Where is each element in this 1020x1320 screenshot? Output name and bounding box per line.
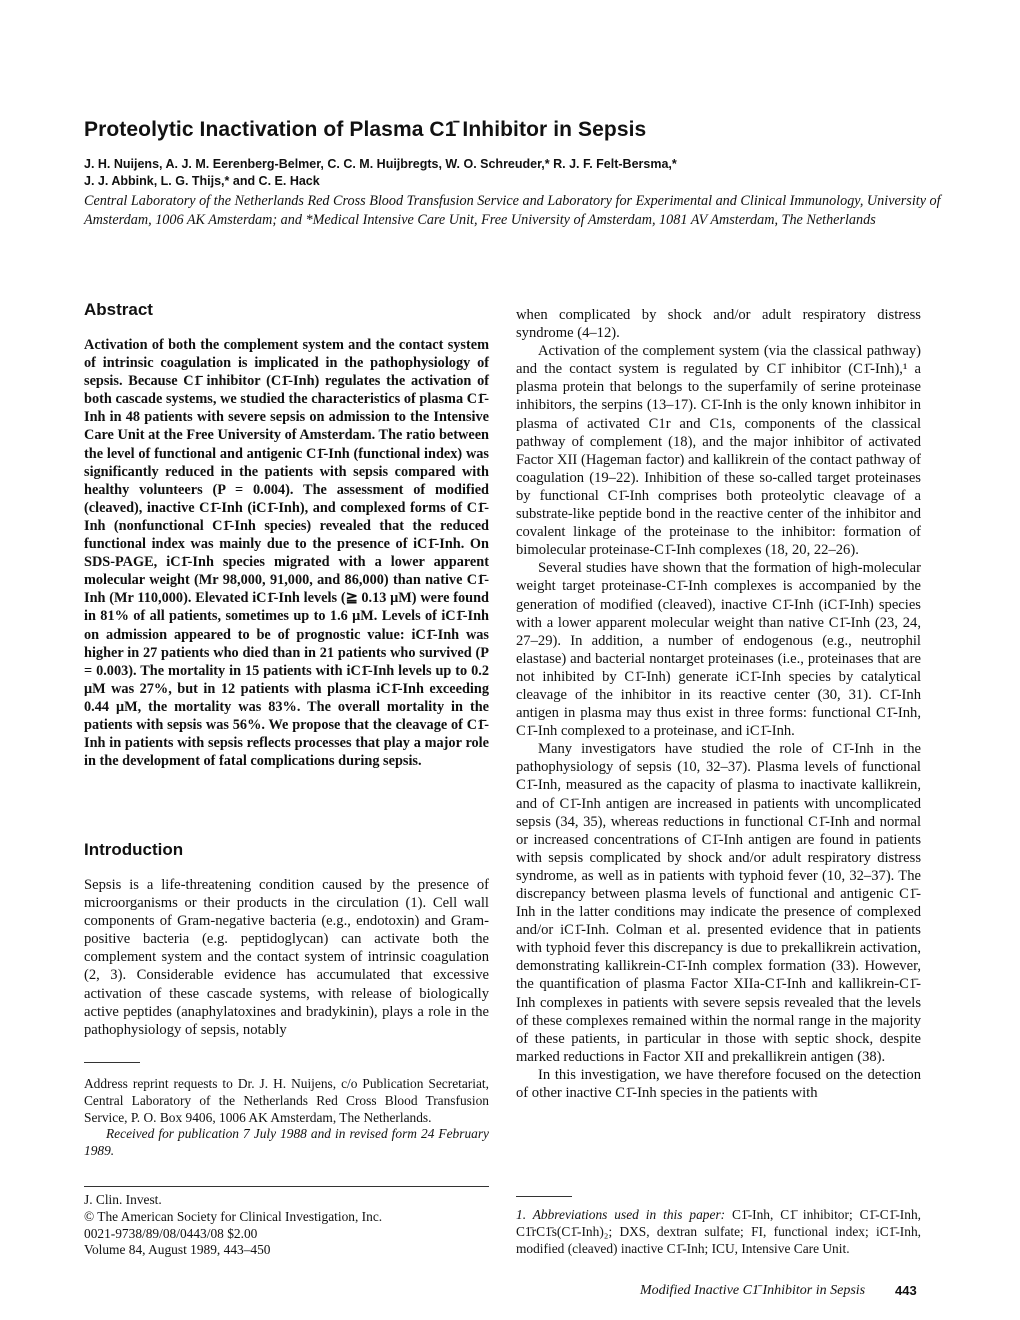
abstract-paragraph: Activation of both the complement system and the contact system of intrinsic coagulation is implicated in the pathophysiology of sepsis. Because C1̄ inhibitor (C1̄-Inh) regulates the activation of both cascade systems, we studied the characteristics of plasma C1̄-Inh in 48 patients with severe sepsis on admission to the Intensive Care Unit at the Free University of Amsterdam. The ratio between the level of functional and antigenic C1̄-Inh (functional index) was significantly reduced in the patients with sepsis compared with healthy volunteers (P = 0.004). The assessment of modified (cleaved), inactive C1̄-Inh (iC1̄-Inh), and complexed forms of C1̄-Inh (nonfunctional C1̄-Inh species) revealed that the reduced functional index was mainly due to the presence of iC1̄-Inh. On SDS-PAGE, iC1̄-Inh species migrated with a lower apparent molecular weight (Mr 98,000, 91,000, and 86,000) than native C1̄-Inh (Mr 110,000). Elevated iC1̄-Inh levels (≧ 0.13 μM) were found in 81% of all patients, sometimes up to 1.6 μM. Levels of iC1̄-Inh on admission appeared to be of prognostic value: iC1̄-Inh was higher in 27 patients who died than in 21 patients who survived (P = 0.003). The mortality in 15 patients with iC1̄-Inh levels up to 0.2 μM was 27%, but in 12 patients with plasma iC1̄-Inh exceeding 0.44 μM, the mortality was 83%. The overall mortality in the patients with sepsis was 56%. We propose that the cleavage of C1̄-Inh in patients with sepsis reflects processes that play a major role in the development of fatal complications during sepsis. bbox=[84, 337, 489, 770]
address-note: Address reprint requests to Dr. J. H. Nuijens, c/o Publication Secretariat, Central Laboratory of the Netherlands Red Cross Blood Transfusion Service, P. O. Box 9406, 1006 AK Amsterdam, The Netherlands. bbox=[84, 1076, 489, 1125]
footnote-divider bbox=[84, 1062, 140, 1063]
footnote-1 bbox=[516, 1207, 921, 1257]
journal-line-1: J. Clin. Invest. bbox=[84, 1192, 162, 1207]
footnote-1-lead: 1. Abbreviations used in this paper: bbox=[516, 1207, 726, 1222]
journal-info bbox=[84, 1192, 489, 1259]
introduction-paragraph: Sepsis is a life-threatening condition caused by the presence of microorganisms or their products in the circulation (1). Cell wall components of Gram-negative bacteria (e.g., endotoxin) and Gram-positive bacteria (e.g. peptidoglycan) can activate both the complement system and the contact system of intrinsic coagulation (2, 3). Considerable evidence has accumulated that excessive activation of these cascade systems, with release of biologically active peptides (anaphylatoxines and bradykinin), plays a role in the pathophysiology of sepsis, notably bbox=[84, 877, 489, 1038]
page-number: 443 bbox=[895, 1283, 917, 1298]
journal-info-rule bbox=[84, 1186, 489, 1187]
authors-line-2: J. J. Abbink, L. G. Thijs,* and C. E. Hack bbox=[84, 174, 320, 188]
journal-line-3: 0021-9738/89/08/0443/08 $2.00 bbox=[84, 1225, 258, 1241]
footnote-1-divider bbox=[516, 1196, 572, 1197]
authors-line-1: J. H. Nuijens, A. J. M. Eerenberg-Belmer, C. C. M. Huijbregts, W. O. Schreuder,* R. J. F. Felt-Bersma,* bbox=[84, 157, 677, 171]
running-head: Modified Inactive C1̄ Inhibitor in Sepsis bbox=[640, 1283, 866, 1298]
paragraph-2: Activation of the complement system (via the classical pathway) and the contact system is regulated by C1̄ inhibitor (C1̄-Inh),¹ a plasma protein that belongs to the superfamily of serine proteinase inhibitors, the serpins (13–17). C1̄-Inh is the only known inhibitor in plasma of activated C1r and C1s, components of the classical pathway of complement (18), and the major inhibitor of activated Factor XII (Hageman factor) and kallikrein of the contact pathway of coagulation (19–22). Inhibition of these so-called target proteinases by functional C1̄-Inh comprises both proteolytic cleavage of a substrate-like peptide bond in the reactive center of the inhibitor and covalent linkage of the proteinase to the inhibitor: formation of bimolecular proteinase-C1̄-Inh complexes (18, 20, 22–26). bbox=[516, 343, 921, 559]
paragraph-5: In this investigation, we have therefore focused on the detection of other inactive C1̄-Inh species in the patients with bbox=[516, 1066, 921, 1102]
article-title: Proteolytic Inactivation of Plasma C1̄ Inhibitor in Sepsis bbox=[84, 118, 647, 141]
received-note: Received for publication 7 July 1988 and in revised form 24 February 1989. bbox=[84, 1126, 489, 1159]
abstract-body bbox=[84, 336, 489, 770]
paragraph-3: Several studies have shown that the formation of high-molecular weight target proteinase-C1̄-Inh complexes is accompanied by the generation of modified (cleaved), inactive C1̄-Inh (iC1̄-Inh) species with a lower apparent molecular weight than native C1̄-Inh (23, 24, 27–29). In addition, a number of endogenous (e.g., neutrophil elastase) and bacterial nontarget proteinases (i.e., proteinases that are not inhibited by C1̄-Inh) generate iC1̄-Inh species by catalytical cleavage of the inhibitor in its reactive center (30, 31). C1̄-Inh antigen in plasma may thus exist in three forms: functional C1̄-Inh, C1̄-Inh complexed to a proteinase, and iC1̄-Inh. bbox=[516, 560, 921, 740]
affiliation: Central Laboratory of the Netherlands Red Cross Blood Transfusion Service and Laboratory for Experimental and Clinical Immunology, University of Amsterdam, 1006 AK Amsterdam; and *Medical Intensive Care Unit, Free University of Amsterdam, 1081 AV Amsterdam, The Netherlands bbox=[84, 193, 941, 228]
journal-line-4: Volume 84, August 1989, 443–450 bbox=[84, 1242, 271, 1258]
paragraph-1: when complicated by shock and/or adult respiratory distress syndrome (4–12). bbox=[516, 307, 921, 342]
right-column-body bbox=[516, 306, 921, 1102]
footnote-1-text: C1̄-Inh, C1̄ inhibitor; C1̄-C1̄-Inh, C1̄rC1̄s(C1̄-Inh)₂; DXS, dextran sulfate; FI, functional index; iC1̄-Inh, modified (cleaved) inactive C1̄-Inh; ICU, Intensive Care Unit. bbox=[516, 1207, 921, 1256]
paragraph-4: Many investigators have studied the role of C1̄-Inh in the pathophysiology of sepsis (10, 32–37). Plasma levels of functional C1̄-Inh, measured as the capacity of plasma to inactivate kallikrein, and of C1̄-Inh antigen are increased in patients with uncomplicated sepsis (34, 35), whereas reductions in functional C1̄-Inh and normal or increased concentrations of C1̄-Inh antigen are found in patients with sepsis complicated by shock and/or adult respiratory distress syndrome, as well as in patients with typhoid fever (10, 32–37). The discrepancy between plasma levels of functional and antigenic C1̄-Inh in the latter conditions may indicate the presence of complexed and/or iC1̄-Inh. Colman et al. presented evidence that in patients with typhoid fever this discrepancy is due to prekallikrein activation, demonstrating kallikrein-C1̄-Inh complex formation (33). However, the quantification of plasma Factor XIIa-C1̄-Inh and kallikrein-C1̄-Inh complexes in patients with severe sepsis revealed that the levels of these complexes remained within the normal range in the majority of these patients, in particular in those with septic shock, despite marked reductions in Factor XII and prekallikrein antigen (38). bbox=[516, 741, 921, 1065]
abstract-heading: Abstract bbox=[84, 300, 153, 319]
left-footnotes bbox=[84, 1076, 489, 1160]
introduction-heading: Introduction bbox=[84, 840, 184, 859]
journal-line-2: © The American Society for Clinical Investigation, Inc. bbox=[84, 1208, 383, 1224]
introduction-body bbox=[84, 876, 489, 1039]
